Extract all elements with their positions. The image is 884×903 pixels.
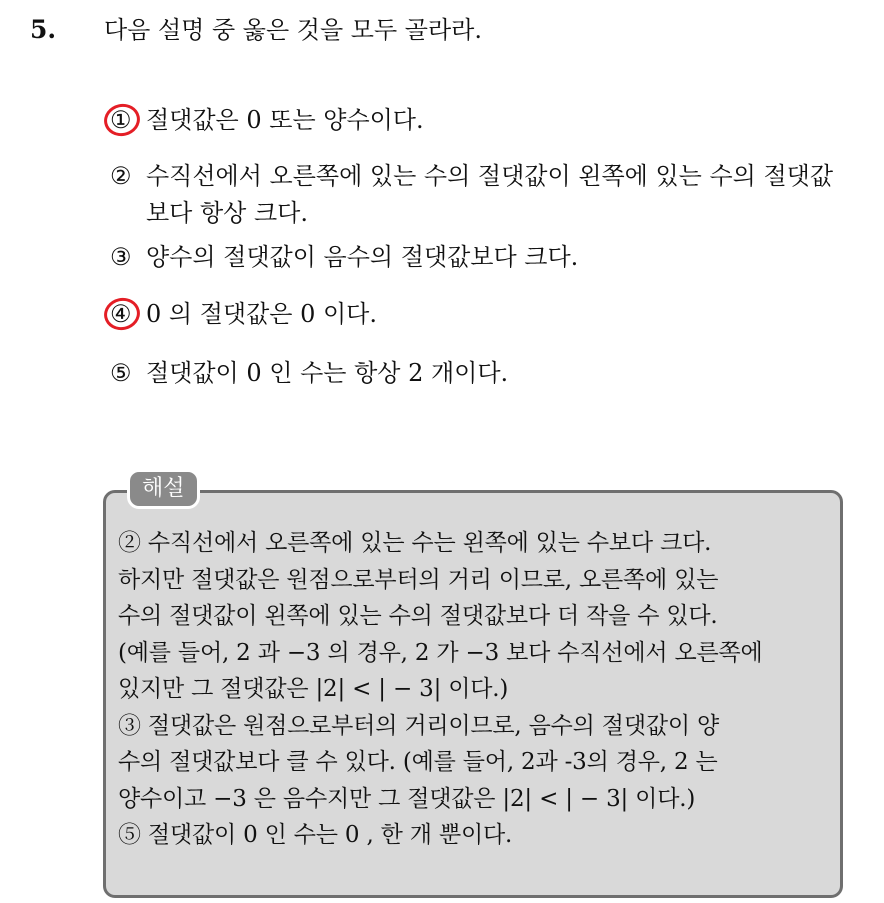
- choice-text: 0 의 절댓값은 0 이다.: [146, 300, 377, 328]
- choice-marker: [110, 103, 146, 137]
- choice-number: ④: [110, 300, 132, 328]
- choice-text: 절댓값이 0 인 수는 항상 2 개이다.: [146, 359, 509, 387]
- choice-text: 절댓값은 0 또는 양수이다.: [146, 106, 424, 134]
- choice-text: 양수의 절댓값이 음수의 절댓값보다 크다.: [146, 243, 579, 271]
- answer-circle-icon: [101, 295, 143, 334]
- choice-5: [110, 356, 850, 390]
- solution-text: [118, 525, 830, 854]
- choice-number: ③: [110, 243, 132, 271]
- choice-number: ①: [110, 106, 132, 134]
- choice-number: ⑤: [110, 359, 132, 387]
- choice-1: [110, 103, 850, 137]
- choice-marker: [110, 158, 146, 195]
- solution-line: (예를 들어, 2 과 −3 의 경우, 2 가 −3 보다 수직선에서 오른쪽에: [118, 639, 763, 666]
- choice-4: [110, 297, 850, 331]
- solution-label: 해설: [127, 469, 200, 509]
- solution-line: ⑤ 절댓값이 0 인 수는 0 , 한 개 뿐이다.: [118, 822, 513, 848]
- solution-line: ③ 절댓값은 원점으로부터의 거리이므로, 음수의 절댓값이 양: [118, 712, 720, 739]
- answer-circle-icon: [101, 101, 143, 140]
- choice-marker: [110, 297, 146, 331]
- solution-line: ② 수직선에서 오른쪽에 있는 수는 왼쪽에 있는 수보다 크다.: [118, 530, 712, 556]
- choice-number: ②: [110, 162, 132, 190]
- question-number: 5.: [30, 15, 57, 44]
- solution-line: 있지만 그 절댓값은 |2| < | − 3| 이다.): [118, 676, 509, 702]
- choice-2: [110, 158, 850, 232]
- choice-3: [110, 240, 850, 274]
- question-text: 다음 설명 중 옳은 것을 모두 골라라.: [104, 16, 482, 44]
- solution-line: 수의 절댓값보다 클 수 있다. (예를 들어, 2과 -3의 경우, 2 는: [118, 749, 718, 775]
- solution-line: 양수이고 −3 은 음수지만 그 절댓값은 |2| < | − 3| 이다.): [118, 785, 696, 812]
- solution-line: 하지만 절댓값은 원점으로부터의 거리 이므로, 오른쪽에 있는: [118, 566, 719, 593]
- choice-marker: [110, 240, 146, 274]
- solution-line: 수의 절댓값이 왼쪽에 있는 수의 절댓값보다 더 작을 수 있다.: [118, 603, 718, 629]
- choice-marker: [110, 356, 146, 390]
- choice-text: 수직선에서 오른쪽에 있는 수의 절댓값이 왼쪽에 있는 수의 절댓값보다 항상 크다.: [146, 162, 833, 227]
